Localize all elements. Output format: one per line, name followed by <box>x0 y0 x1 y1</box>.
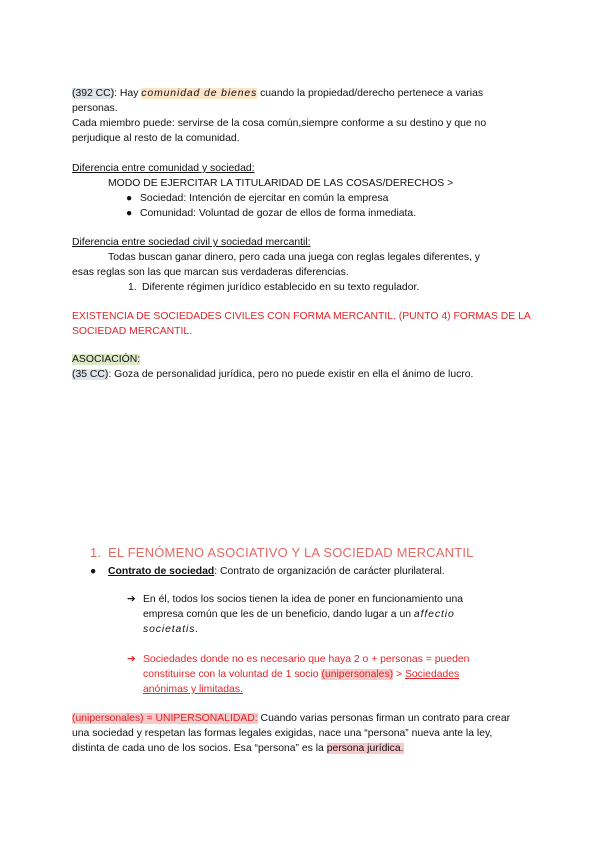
section-heading: 1. EL FENÓMENO ASOCIATIVO Y LA SOCIEDAD MERCANTIL <box>90 545 474 560</box>
list-item: ● Comunidad: Voluntad de gozar de ellos de forma inmediata. <box>126 208 417 219</box>
arrow-right-icon: ➔ <box>127 594 136 605</box>
numbered-item: 1. Diferente régimen jurídico establecido en su texto regulador. <box>128 282 420 293</box>
asociacion-section: ASOCIACIÓN: (35 CC): Goza de personalidad jurídica, pero no puede existir en ella el ánimo de lucro. <box>72 354 474 380</box>
section-subtitle: ASOCIACIÓN: <box>72 354 141 365</box>
list-item: ● Sociedad: Intención de ejercitar en común la empresa <box>126 193 389 204</box>
diferencia-comunidad-section: Diferencia entre comunidad y sociedad: MODO DE EJERCITAR LA TITULARIDAD DE LAS COSAS/DERECHOS > ● Sociedad: Intención de ejercitar en común la empresa ● Comunidad: Voluntad de gozar de ellos de forma inmediata. <box>72 163 454 219</box>
article-ref: (392 CC) <box>72 88 115 99</box>
highlighted-term: comunidad de bienes <box>141 88 258 99</box>
bullet-icon: ● <box>126 208 133 219</box>
arrow-right-icon: ➔ <box>127 654 136 665</box>
bullet-icon: ● <box>90 566 97 577</box>
comunidad-paragraph: (392 CC): Hay comunidad de bienes cuando la propiedad/derecho pertenece a varias personas. Cada miembro puede: servirse de la cosa común,siempre conforme a su destino y que no perjudique al resto de la comunidad. <box>72 88 487 144</box>
section-subtitle: Diferencia entre sociedad civil y sociedad mercantil: <box>72 237 311 248</box>
highlighted-term: (unipersonales) = UNIPERSONALIDAD: <box>72 713 258 724</box>
diferencia-civil-mercantil-section: Diferencia entre sociedad civil y sociedad mercantil: Todas buscan ganar dinero, pero cada una juega con reglas legales diferentes, y esas reglas son las que marcan sus verdaderas diferencias. 1. Diferente régimen jurídico establecido en su texto regulador. <box>72 237 481 293</box>
arrow-point-1: ➔ En él, todos los socios tienen la idea de poner en funcionamiento una empresa común que les de un beneficio, dando lugar a un affectio societatis. <box>127 594 464 635</box>
bullet-icon: ● <box>126 193 133 204</box>
red-note: EXISTENCIA DE SOCIEDADES CIVILES CON FORMA MERCANTIL. (PUNTO 4) FORMAS DE LA SOCIEDAD MERCANTIL. <box>72 311 531 337</box>
highlighted-term: persona jurídica. <box>326 743 404 754</box>
section-subtitle: Diferencia entre comunidad y sociedad: <box>72 163 255 174</box>
unipersonalidad-paragraph: (unipersonales) = UNIPERSONALIDAD: Cuando varias personas firman un contrato para crear una sociedad y respetan las formas legales exigidas, nace una “persona” nueva ante la ley, distinta de cada uno de los socios. Esa “persona” es la persona jurídica. <box>72 713 511 754</box>
article-ref: (35 CC) <box>72 369 109 380</box>
arrow-point-2: ➔ Sociedades donde no es necesario que haya 2 o + personas = pueden constituirse con la voluntad de 1 socio (unipersonales) > Sociedades anónimas y limitadas. <box>127 654 470 695</box>
contrato-bullet: ● Contrato de sociedad: Contrato de organización de carácter plurilateral. <box>90 566 445 577</box>
